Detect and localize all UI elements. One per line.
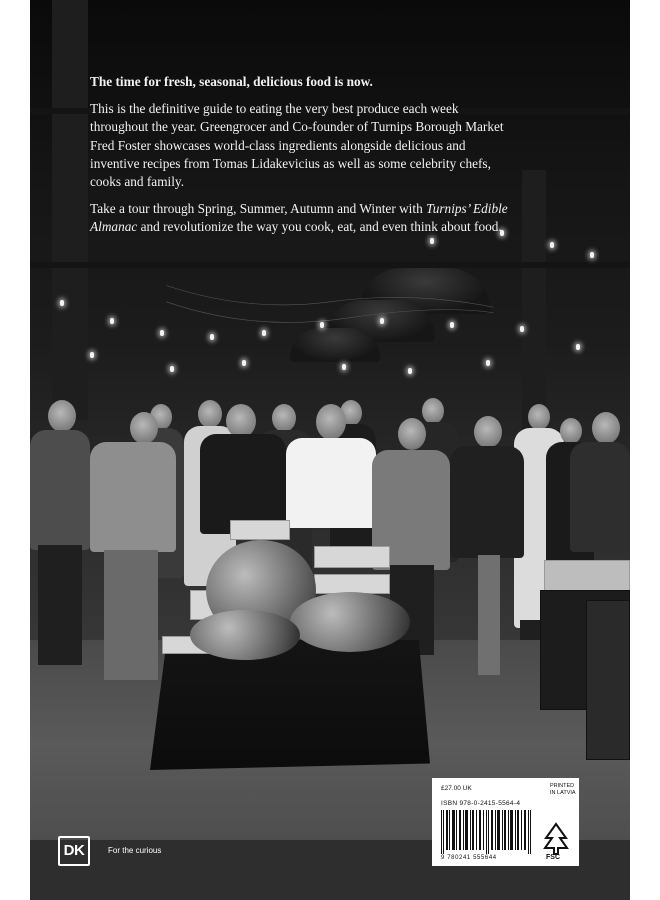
market-beam — [30, 262, 630, 268]
blurb-lead: The time for fresh, seasonal, delicious food is now. — [90, 74, 373, 89]
barcode-digits: 9 780241 555644 — [441, 855, 497, 861]
stall-cloth — [150, 640, 430, 770]
publisher-tagline: For the curious — [108, 846, 162, 855]
light-bulb — [408, 368, 412, 374]
isbn-label: ISBN 978-0-2415-5564-4 — [441, 800, 521, 807]
back-cover-photo — [30, 0, 630, 900]
light-bulb — [380, 318, 384, 324]
produce-pile — [290, 592, 410, 652]
barcode-panel — [432, 778, 579, 866]
fsc-label: FSC — [546, 854, 560, 861]
light-bulb — [262, 330, 266, 336]
barcode-bars — [441, 810, 533, 854]
price-label: £27.00 UK — [441, 785, 472, 792]
light-bulb — [576, 344, 580, 350]
light-bulb — [590, 252, 594, 258]
produce-crate — [314, 546, 390, 568]
light-bulb — [160, 330, 164, 336]
fairy-lights — [30, 280, 630, 340]
light-bulb — [90, 352, 94, 358]
light-bulb — [520, 326, 524, 332]
light-bulb — [550, 242, 554, 248]
light-bulb — [170, 366, 174, 372]
crate-stack — [586, 600, 630, 760]
light-bulb — [242, 360, 246, 366]
light-bulb — [60, 300, 64, 306]
produce-crate — [230, 520, 290, 540]
printed-in-label: PRINTED IN LATVIA — [550, 783, 576, 796]
light-bulb — [486, 360, 490, 366]
produce-crate — [314, 574, 390, 594]
cover-blurb — [90, 73, 510, 246]
light-bulb — [320, 322, 324, 328]
produce-pile — [190, 610, 300, 660]
light-bulb — [210, 334, 214, 340]
blurb-paragraph-1: This is the definitive guide to eating the very best produce each week throughout the year. Greengrocer and Co-founder of Turnips Borough Market Fred Foster showcases world-class ingredients alongside delicious and inventive recipes from Tomas Lidakevicius as well as some celebrity chefs, cooks and family. — [90, 101, 504, 190]
side-stall — [544, 560, 630, 594]
blurb-text: Take a tour through Spring, Summer, Autumn and Winter with — [90, 201, 423, 217]
light-bulb — [342, 364, 346, 370]
blurb-paragraph-2 — [90, 200, 510, 236]
market-pillar-left — [52, 0, 88, 420]
dk-logo: DK — [58, 836, 90, 866]
blurb-text: and revolutionize the way you cook, eat, and even think about food. — [140, 219, 502, 235]
light-bulb — [450, 322, 454, 328]
light-bulb — [110, 318, 114, 324]
book-title: Turnips’ Edible Almanac — [90, 201, 508, 235]
